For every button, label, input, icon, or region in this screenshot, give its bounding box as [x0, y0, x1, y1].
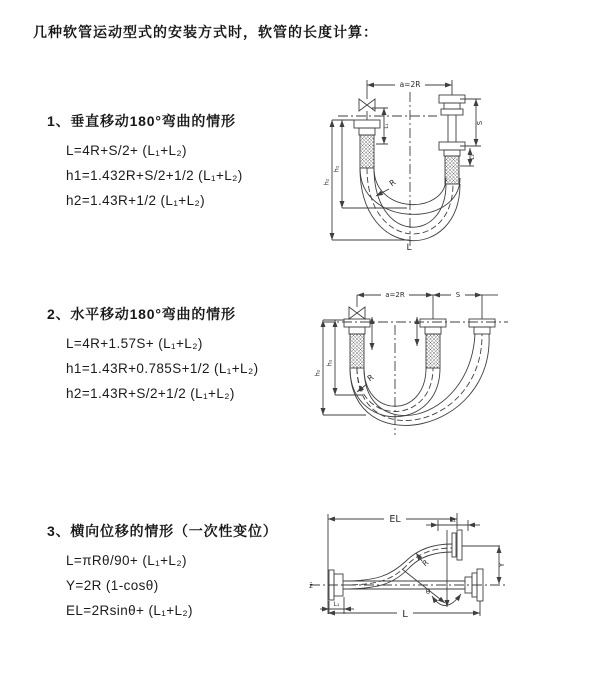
formula-line: EL=2Rsinθ+ (L₁+L₂)	[66, 603, 193, 618]
dim-label-h1: h₁	[332, 165, 341, 173]
hose-curve	[343, 552, 452, 589]
flange-fitting	[457, 530, 462, 560]
braided-hose-section	[360, 135, 374, 168]
formula-line: h2=1.43R+S/2+1/2 (L₁+L₂)	[66, 386, 235, 401]
braided-hose-section	[426, 334, 440, 368]
flange-fitting	[420, 319, 446, 327]
dim-label-l1: L₁	[470, 154, 476, 160]
flange-fitting	[354, 120, 380, 128]
section-vertical-movement	[0, 111, 243, 213]
flange-fitting	[444, 150, 460, 156]
radius-leader	[376, 189, 389, 196]
dim-label-h2: h₂	[313, 369, 322, 377]
flange-fitting	[359, 128, 375, 135]
dim-label-l1-top: L₁	[450, 517, 456, 524]
dim-label-a2r: a=2R	[399, 80, 421, 89]
section-horizontal-movement	[0, 304, 258, 406]
dim-label-a2r: a=2R	[385, 291, 405, 299]
flange-fitting	[344, 319, 370, 327]
flange-fitting	[349, 327, 365, 334]
valve-icon	[349, 307, 357, 319]
dim-label-l: L	[402, 609, 408, 620]
dim-label-h1: h₁	[325, 359, 334, 367]
dim-label-el: EL	[389, 514, 401, 525]
flange-fitting	[469, 319, 495, 327]
flange-fitting	[474, 327, 490, 334]
formula-line: Y=2R (1-cosθ)	[66, 578, 159, 593]
formula-line: L=πRθ/90+ (L₁+L₂)	[66, 553, 187, 568]
section-3-heading: 3、横向位移的情形（一次性变位）	[47, 523, 278, 539]
section-1-heading: 1、垂直移动180°弯曲的情形	[47, 113, 236, 129]
formula-line: h1=1.432R+S/2+1/2 (L₁+L₂)	[66, 168, 243, 183]
radius-label: R	[365, 372, 376, 384]
dim-label-s: S	[455, 291, 461, 299]
flange-fitting	[441, 109, 463, 115]
section-2-heading: 2、水平移动180°弯曲的情形	[47, 306, 236, 322]
page-title: 几种软管运动型式的安装方式时，软管的长度计算：	[33, 24, 378, 40]
dim-label-l1-left: L₁	[333, 601, 340, 608]
pipe-walls	[448, 115, 456, 142]
braided-hose-section	[445, 156, 459, 184]
dim-label-h2: h₂	[322, 178, 331, 186]
radius-construction-line	[402, 569, 445, 603]
braided-hose-section	[350, 334, 364, 368]
valve-icon	[357, 307, 365, 319]
centerline-mark: z̄	[309, 582, 313, 590]
radius-label: R	[387, 177, 398, 189]
diagram-horizontal-u-bend	[308, 283, 592, 475]
dim-label-s: S	[476, 120, 484, 126]
formula-line: L=4R+1.57S+ (L₁+L₂)	[66, 336, 203, 351]
flange-fitting	[444, 103, 460, 109]
flange-fitting	[452, 533, 456, 557]
section-lateral-displacement	[0, 521, 278, 623]
dim-label-l: L	[406, 243, 412, 253]
angle-label-theta: θ	[425, 588, 431, 596]
formula-line: h2=1.43R+1/2 (L₁+L₂)	[66, 193, 206, 208]
formula-line: L=4R+S/2+ (L₁+L₂)	[66, 143, 187, 158]
dim-label-y: Y	[498, 562, 506, 568]
dim-label-l1: L₁	[384, 123, 390, 129]
flange-fitting	[425, 327, 441, 334]
diagram-lateral-displacement	[298, 500, 592, 665]
radius-label: R	[420, 557, 431, 569]
hose-curve	[364, 334, 475, 416]
valve-icon	[367, 99, 375, 111]
valve-icon	[359, 99, 367, 111]
formula-line: h1=1.43R+0.785S+1/2 (L₁+L₂)	[66, 361, 259, 376]
diagram-vertical-u-bend	[310, 72, 590, 262]
extension-lines	[328, 513, 480, 616]
